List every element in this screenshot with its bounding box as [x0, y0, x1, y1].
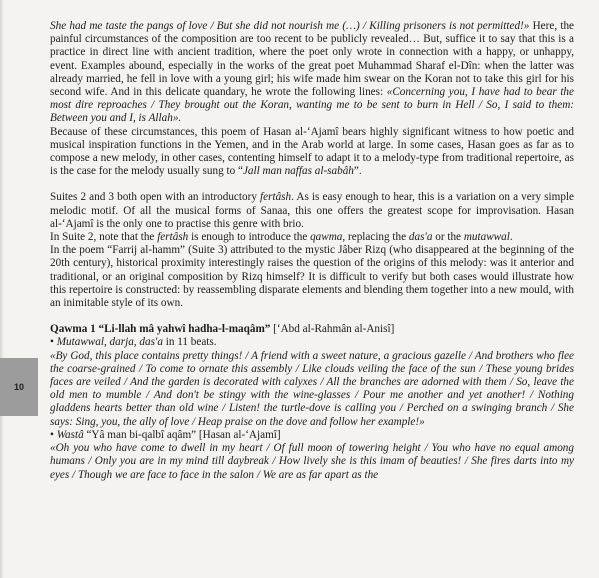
paragraph-3: [50, 191, 574, 231]
body-text: Here, the painful circumstances of the composition are too recent to be publicly revealed… But, suffice it to say that this is a practice in direct line with ancient tradition, where the poet only wrote in connection with a happy, or unhappy, event. Examples abound, especially in the works of the great poet Muhammad Sharaf el-Dîn: when the latter was already married, he fell in love with a young girl; his wife made him swear on the Koran not to take this girl for his second wife. And in this delicate quandary, he wrote the following lines:: [50, 20, 575, 99]
paragraph-3-start: Suites 2 and 3 both open with an introductory: [50, 191, 261, 204]
p4-mid-3: or the: [432, 231, 464, 244]
page-edge-shadow: [0, 0, 4, 578]
verse-2: «Oh you who have come to dwell in my heart / Of full moon of towering height / You who have no equal among humans / Only you are in my mind till daybreak / How lively she is this imam of beauties! / She fires darts into my eyes / Though we are face to face in the salon / We are as far apart as the: [50, 442, 574, 481]
verse-1: «By God, this place contains pretty things! / A friend with a sweet nature, a gracious gazelle / And brothers who flee the coarse-grained / To come to ornate this assembly / Like clouds veiling the face of the sun / These young brides faces are veiled / And the garden is decorated with calyxes / All the branches are adorned with them / So, leave the old men to mumble / And don't be stingy with the wine-glasses / Pour me another and yet another! / Nothing gladdens hearts better than old wine / Listen! the turtle-dove is calling you / Perched on a swinging branch / She says: Sing, you, the ally of love / Heap praise on the dove and follow her example!»: [50, 349, 574, 428]
paragraph-gap: [50, 310, 574, 323]
paragraph-5: In the poem “Farrij al-hamm” (Suite 3) attributed to the mystic Jâber Rizq (who disappeared at the beginning of the 20th century), historical proximity interestingly raises the question of the origins of this melody: was it anterior and traditional, or an original composition by Rizq himself? It is difficult to verify but both cases would illustrate how this repertoire is constructed: by reassembling disparate elements and blending them together into a new mould, with an inimitable style of its own.: [50, 244, 574, 310]
fertash-term: fertâsh: [260, 191, 292, 204]
bullet-2: [50, 429, 574, 442]
p4-end: .: [509, 231, 513, 244]
bullet-1: [50, 336, 574, 349]
document-page: [50, 20, 574, 482]
bullet-1-forms: Mutawwal, darja, das'a: [56, 336, 163, 349]
bullet-1-beats: in 11 beats.: [162, 336, 217, 349]
page-number: 10: [13, 382, 24, 392]
paragraph-2: [50, 126, 574, 179]
paragraph-3-rest: . As is easy enough to hear, this is a variation on a very simple melodic motif. Of all the musical forms of Sanaa, this one offers the greatest scope for improvisation. Hasan al-‘Ajamî is the only one to practise this genre with brio.: [50, 191, 574, 230]
paragraph-1: [50, 20, 574, 126]
quote-text: She had me taste the pangs of love / But she did not nourish me (…) / Killing prisoners is not permitted!»: [50, 20, 530, 32]
paragraph-2-text: Because of these circumstances, this poem of Hasan al-‘Ajamî bears highly significant witness to how poetic and musical inspiration functions in the Yemen, and in the Arab world at large. In some cases, Hasan goes as far as to compose a new melody, in other cases, contenting himself to adapt it to a melody-type from traditional repertoire, as is the case for the melody usually sung to “: [50, 125, 574, 178]
bullet-marker: •: [50, 336, 57, 349]
koran-quote: «Concerning you, I have had to bear the most dire reproaches / They brought out the Koran, wanting me to be sent to burn in Hell / So, I said to them: Between you and I, is Allah».: [50, 86, 574, 125]
qawma-heading: [50, 323, 574, 336]
bullet-marker: •: [50, 428, 57, 441]
paragraph-gap: [50, 178, 574, 191]
page-number-tab: [0, 358, 38, 416]
bullet-2-title: “Yâ man bi-qalbî aqâm” [Hasan al-‘Ajamî]: [83, 428, 281, 441]
p4-mid-2: , replacing the: [342, 231, 409, 244]
paragraph-4: [50, 231, 574, 244]
qawma-author: [‘Abd al-Rahmân al-Anisî]: [270, 323, 395, 336]
qawma-title: Qawma 1 “Li-llah mâ yahwî hadha-l-maqâm”: [50, 323, 271, 336]
p4-term-4: mutawwal: [463, 231, 510, 244]
p4-start: In Suite 2, note that the: [50, 231, 158, 244]
paragraph-2-end: ”.: [353, 165, 362, 178]
melody-name: Jall man naffas al-sabâh: [242, 165, 354, 178]
p4-term-2: qawma: [310, 231, 343, 244]
p4-term-3: das'a: [408, 231, 433, 244]
p4-term-1: fertâsh: [157, 231, 189, 244]
p4-mid-1: is enough to introduce the: [188, 231, 311, 244]
bullet-2-form: Wastâ: [56, 428, 84, 441]
